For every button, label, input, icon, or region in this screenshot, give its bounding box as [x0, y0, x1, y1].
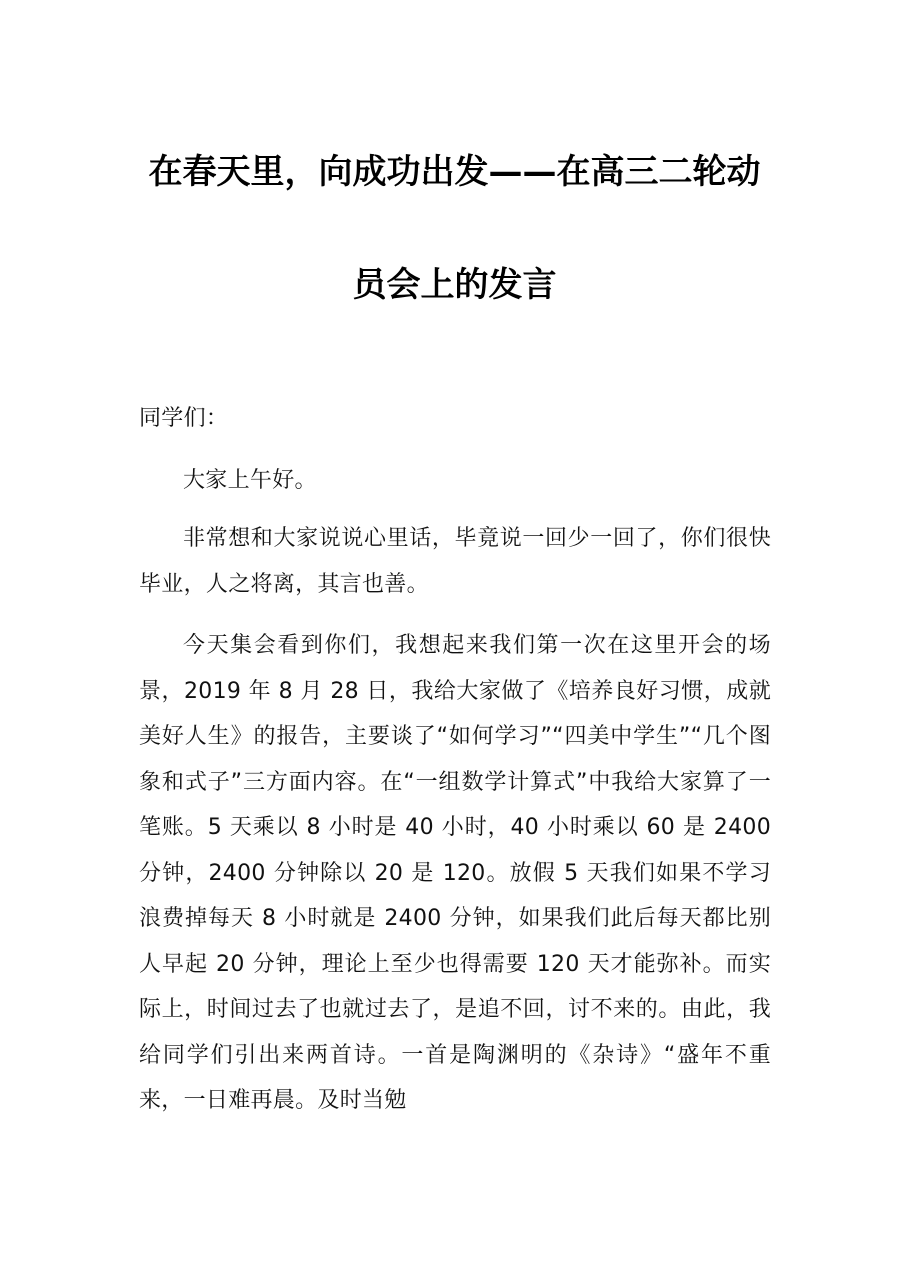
paragraph-greeting: 大家上午好。 [183, 468, 317, 493]
title-line-1: 在春天里，向成功出发——在高三二轮动 [148, 152, 761, 192]
paragraph-heartfelt: 非常想和大家说说心里话，毕竟说一回少一回了，你们很快毕业，人之将离，其言也善。 [139, 526, 771, 597]
paragraph-recollection: 今天集会看到你们，我想起来我们第一次在这里开会的场景，2019 年 8 月 28 日，我给大家做了《培养良好习惯，成就美好人生》的报告，主要谈了“如何学习”“四美中学生”“几个图象和式子”三方面内容。在“一组数学计算式”中我给大家算了一笔账。5 天乘以 8 小时是 40 小时，40 小时乘以 60 是 2400 分钟，2400 分钟除以 20 是 120。放假 5 天我们如果不学习浪费掉每天 8 小时就是 2400 分钟，如果我们此后每天都比别人早起 20 分钟，理论上至少也得需要 120 天才能弥补。而实际上，时间过去了也就过去了，是追不回，讨不来的。由此，我给同学们引出来两首诗。一首是陶渊明的《杂诗》“盛年不重来，一日难再晨。及时当勉 [139, 633, 771, 1113]
title-line-2: 员会上的发言 [352, 265, 557, 305]
salutation: 同学们： [139, 406, 229, 431]
